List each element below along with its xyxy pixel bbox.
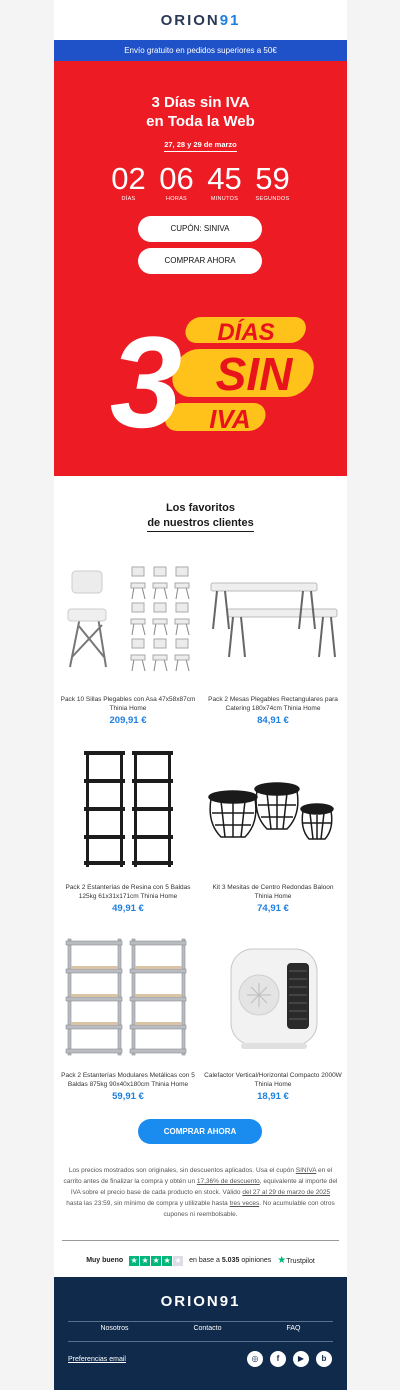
- discount-link[interactable]: 17,36% de descuento: [196, 1178, 260, 1185]
- hero-title: [54, 93, 347, 131]
- product-name[interactable]: Pack 2 Estanterías de Resina con 5 Baldas 125kg 61x31x171cm Thinia Home: [65, 884, 191, 900]
- hero-buy-button[interactable]: COMPRAR AHORA: [138, 248, 262, 274]
- badge-number: 3: [109, 311, 183, 441]
- trustpilot-rating[interactable]: [54, 1255, 347, 1266]
- product-image-folding-chairs[interactable]: [58, 557, 198, 685]
- facebook-icon[interactable]: f: [270, 1351, 286, 1367]
- rating-stars: [129, 1256, 183, 1266]
- brand-logo[interactable]: [54, 12, 347, 29]
- countdown-seconds: 59 SEGUNDOS: [255, 161, 290, 202]
- star-icon: ★: [152, 1255, 160, 1265]
- product-card[interactable]: [58, 557, 198, 726]
- footer: [54, 1277, 347, 1390]
- hero-title-line1: 3 Días sin IVA: [151, 94, 250, 111]
- star-icon: ★: [141, 1255, 149, 1265]
- product-name[interactable]: Pack 2 Mesas Plegables Rectangulares para Catering 180x74cm Thinia Home: [208, 696, 338, 712]
- shipping-banner: Envío gratuito en pedidos superiores a 50€: [54, 40, 347, 61]
- product-image-folding-tables[interactable]: [203, 557, 343, 685]
- badge-line1: DÍAS: [217, 319, 275, 346]
- validity-period-link[interactable]: del 27 al 29 de marzo de 2025: [242, 1189, 331, 1196]
- brand-name: ORION: [160, 12, 220, 29]
- footer-link-faq[interactable]: FAQ: [286, 1325, 301, 1332]
- product-card[interactable]: [58, 933, 198, 1102]
- footer-link-contacto[interactable]: Contacto: [193, 1325, 222, 1332]
- countdown-days: 02 DÍAS: [111, 161, 146, 202]
- brand-number: 91: [219, 12, 241, 29]
- footer-divider: [68, 1321, 333, 1322]
- hero-title-line2: en Toda la Web: [146, 113, 255, 130]
- footer-logo[interactable]: ORION91: [160, 1293, 241, 1310]
- buy-now-button[interactable]: COMPRAR AHORA: [138, 1119, 262, 1144]
- product-price: 59,91 €: [112, 1091, 144, 1102]
- usage-limit-link[interactable]: tres veces: [229, 1200, 260, 1207]
- product-price: 84,91 €: [257, 715, 289, 726]
- rating-label: Muy bueno: [86, 1257, 124, 1264]
- badge-line2: SIN: [215, 348, 293, 400]
- product-image-side-tables[interactable]: [203, 745, 343, 873]
- legal-text: Los precios mostrados son originales, sin descuentos aplicados. Usa el cupón SINIVA en el carrito antes de finalizar la compra y obtén un 17,36% de descuento, equivalente al importe del IVA sobre el precio base de cada producto en stock. Válido del 27 al 29 de marzo de 2025 hasta las 23:59, sin mínimo de compra y utilizable hasta tres veces. No acumulable con otros cupones ni reembolsable.: [63, 1167, 338, 1218]
- product-card[interactable]: [203, 745, 343, 914]
- divider: [62, 1240, 339, 1241]
- favorites-title: Los favoritos de nuestros clientes: [54, 501, 347, 531]
- product-name[interactable]: Calefactor Vertical/Horizontal Compacto 2000W Thinia Home: [204, 1072, 342, 1088]
- review-summary: en base a 5.035 opiniones: [189, 1257, 272, 1264]
- star-icon: ★: [163, 1255, 171, 1265]
- product-name[interactable]: Pack 10 Sillas Plegables con Asa 47x58x87cm Thinia Home: [60, 696, 196, 712]
- 3-dias-sin-iva-badge: [84, 311, 324, 441]
- email-preferences-link[interactable]: Preferencias email: [68, 1356, 126, 1363]
- email-container: [54, 0, 347, 1390]
- trustpilot-logo: ★Trustpilot: [277, 1255, 315, 1266]
- product-card[interactable]: [203, 933, 343, 1102]
- footer-link-nosotros[interactable]: Nosotros: [100, 1325, 129, 1332]
- product-name[interactable]: Kit 3 Mesitas de Centro Redondas Baloon Thinia Home: [212, 884, 334, 900]
- product-price: 49,91 €: [112, 903, 144, 914]
- hero-banner: [54, 61, 347, 476]
- product-card[interactable]: [58, 745, 198, 914]
- product-price: 18,91 €: [257, 1091, 289, 1102]
- blog-icon[interactable]: b: [316, 1351, 332, 1367]
- promo-dates: 27, 28 y 29 de marzo: [54, 140, 347, 149]
- star-icon: ★: [130, 1255, 138, 1265]
- youtube-icon[interactable]: ▶: [293, 1351, 309, 1367]
- instagram-icon[interactable]: ◎: [247, 1351, 263, 1367]
- product-name[interactable]: Pack 2 Estanterías Modulares Metálicas con 5 Baldas 875kg 90x40x180cm Thinia Home: [61, 1072, 195, 1088]
- product-image-metal-shelves[interactable]: [58, 933, 198, 1061]
- product-image-heater[interactable]: [203, 933, 343, 1061]
- social-links: [247, 1351, 332, 1367]
- trustpilot-star-icon: ★: [277, 1255, 287, 1266]
- coupon-code-link[interactable]: SINIVA: [295, 1167, 317, 1174]
- product-price: 74,91 €: [257, 903, 289, 914]
- star-empty-icon: ★: [174, 1255, 182, 1265]
- badge-line3: IVA: [209, 404, 251, 434]
- footer-nav: [68, 1325, 333, 1332]
- countdown-minutes: 45 MINUTOS: [207, 161, 242, 202]
- product-image-resin-shelves[interactable]: [58, 745, 198, 873]
- coupon-button[interactable]: CUPÓN: SINIVA: [138, 216, 262, 242]
- product-card[interactable]: [203, 557, 343, 726]
- footer-divider: [68, 1341, 333, 1342]
- countdown-timer: [54, 163, 347, 202]
- countdown-hours: 06 HORAS: [159, 161, 194, 202]
- product-price: 209,91 €: [109, 715, 147, 726]
